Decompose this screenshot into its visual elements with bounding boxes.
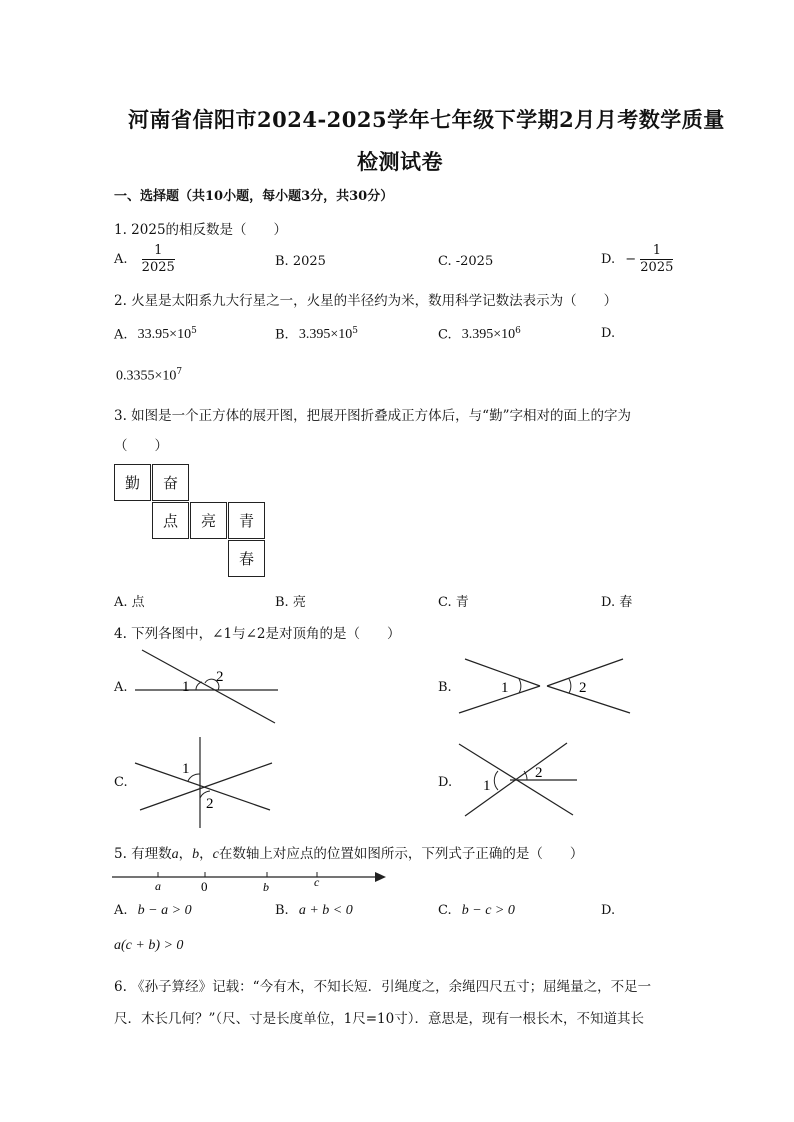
q2-b-base: 3.395×10 — [298, 327, 353, 343]
cube-face-liang: 亮 — [190, 502, 227, 539]
q1-option-a[interactable] — [114, 243, 175, 276]
q4-figure-b — [455, 655, 635, 717]
q2-option-a[interactable] — [114, 326, 197, 343]
q5-var-b: b — [192, 847, 200, 862]
q5-c-label: C. — [438, 903, 452, 918]
q4-option-a-label[interactable]: A. — [114, 680, 128, 695]
q1-a-numerator: 1 — [142, 243, 175, 260]
q2-a-base: 33.95×10 — [137, 327, 192, 343]
q4-figure-c — [132, 735, 274, 830]
q4-d-angle1: 1 — [483, 778, 491, 794]
q5-sep-2: ， — [199, 846, 213, 862]
q3-option-b[interactable]: B. 亮 — [275, 595, 306, 610]
q5-a-label: A. — [114, 903, 128, 918]
axis-label-a: a — [155, 879, 161, 893]
q4-option-b-label[interactable]: B. — [438, 680, 452, 695]
q2-b-exp: 5 — [352, 326, 358, 336]
q2-option-d[interactable] — [116, 367, 182, 384]
q2-c-label: C. — [438, 327, 452, 343]
q5-stem-post: 在数轴上对应点的位置如图所示，下列式子正确的是（ ） — [218, 846, 584, 862]
q4-d-angle2: 2 — [535, 765, 543, 781]
q5-stem-pre: 5. 有理数 — [114, 846, 172, 862]
q1-option-b[interactable]: B. 2025 — [275, 254, 326, 269]
title-line-2: 检测试卷 — [357, 149, 443, 174]
q4-b-angle2: 2 — [579, 680, 587, 696]
q5-option-a[interactable] — [114, 903, 192, 919]
cube-face-dian: 点 — [152, 502, 189, 539]
q5-option-d-label[interactable]: D. — [601, 903, 616, 918]
q5-option-c[interactable] — [438, 903, 515, 919]
q1-d-denominator: 2025 — [640, 260, 674, 275]
cube-face-qin: 勤 — [114, 464, 151, 501]
q5-option-d-expr[interactable]: a(c + b) > 0 — [114, 938, 184, 953]
q4-c-angle1: 1 — [182, 761, 190, 777]
cube-face-qing: 青 — [228, 502, 265, 539]
q1-d-numerator: 1 — [640, 243, 673, 260]
q2-c-base: 3.395×10 — [461, 327, 516, 343]
q2-d-base: 0.3355×10 — [116, 368, 177, 384]
q5-stem — [114, 842, 583, 863]
q5-c-expr: b − c > 0 — [461, 903, 515, 918]
q5-var-a: a — [171, 847, 179, 862]
q4-figure-d — [455, 740, 580, 820]
q1-d-label: D. — [601, 252, 616, 267]
q4-b-angle1: 1 — [501, 680, 509, 696]
section-heading: 一、选择题（共10小题，每小题3分，共30分） — [114, 189, 394, 204]
q6-line-2: 尺．木长几何？”（尺、寸是长度单位，1尺=10寸）．意思是，现有一根长木，不知道其长 — [114, 1011, 644, 1027]
q2-stem: 2. 火星是太阳系九大行星之一，火星的半径约为米，数用科学记数法表示为（ ） — [114, 293, 618, 309]
q1-stem: 1. 2025的相反数是（ ） — [114, 222, 288, 238]
q1-d-fraction — [640, 243, 673, 276]
q4-figure-a — [130, 645, 285, 725]
q5-var-c: c — [212, 847, 219, 862]
q2-b-label: B. — [275, 327, 289, 343]
cube-face-chun: 春 — [228, 540, 265, 577]
axis-label-zero: 0 — [201, 879, 208, 894]
cube-face-fen: 奋 — [152, 464, 189, 501]
q2-c-exp: 6 — [515, 326, 521, 336]
q1-option-c[interactable]: C. -2025 — [438, 254, 494, 269]
q3-stem: 3. 如图是一个正方体的展开图，把展开图折叠成正方体后，与“勤”字相对的面上的字为 — [114, 408, 631, 424]
q5-option-b[interactable] — [275, 903, 353, 919]
q4-a-angle2: 2 — [216, 669, 224, 685]
q4-option-c-label[interactable]: C. — [114, 775, 128, 790]
q2-option-b[interactable] — [275, 326, 358, 343]
q4-option-d-label[interactable]: D. — [438, 775, 453, 790]
q1-d-sign: − — [625, 252, 637, 267]
q5-sep-1: ， — [178, 846, 193, 862]
axis-label-b: b — [263, 880, 269, 894]
q5-b-expr: a + b < 0 — [298, 903, 353, 918]
q5-b-label: B. — [275, 903, 289, 918]
q6-line-1: 6. 《孙子算经》记载：“今有木，不知长短．引绳度之，余绳四尺五寸；屈绳量之，不足一 — [114, 979, 652, 995]
q1-a-denominator: 2025 — [141, 260, 175, 275]
q4-a-angle1: 1 — [182, 679, 190, 695]
q2-option-d-label[interactable]: D. — [601, 326, 616, 341]
q2-option-c[interactable] — [438, 326, 521, 343]
q2-a-exp: 5 — [191, 326, 197, 336]
title-line-1: 河南省信阳市2024-2025学年七年级下学期2月月考数学质量 — [128, 107, 725, 132]
q4-stem: 4. 下列各图中，∠1与∠2是对顶角的是（ ） — [114, 626, 401, 642]
q2-a-label: A. — [114, 327, 128, 343]
q4-c-angle2: 2 — [206, 796, 214, 812]
q5-a-expr: b − a > 0 — [137, 903, 192, 918]
number-line — [110, 866, 390, 894]
q3-option-a[interactable]: A. 点 — [114, 595, 145, 610]
axis-label-c: c — [314, 875, 320, 889]
q1-a-label: A. — [114, 252, 128, 267]
q2-d-exp: 7 — [176, 367, 183, 377]
q3-option-d[interactable]: D. 春 — [601, 595, 633, 610]
q1-a-fraction — [142, 243, 175, 276]
q1-option-d[interactable] — [601, 243, 673, 276]
q3-option-c[interactable]: C. 青 — [438, 595, 469, 610]
q3-stem-paren: （ ） — [114, 438, 168, 454]
